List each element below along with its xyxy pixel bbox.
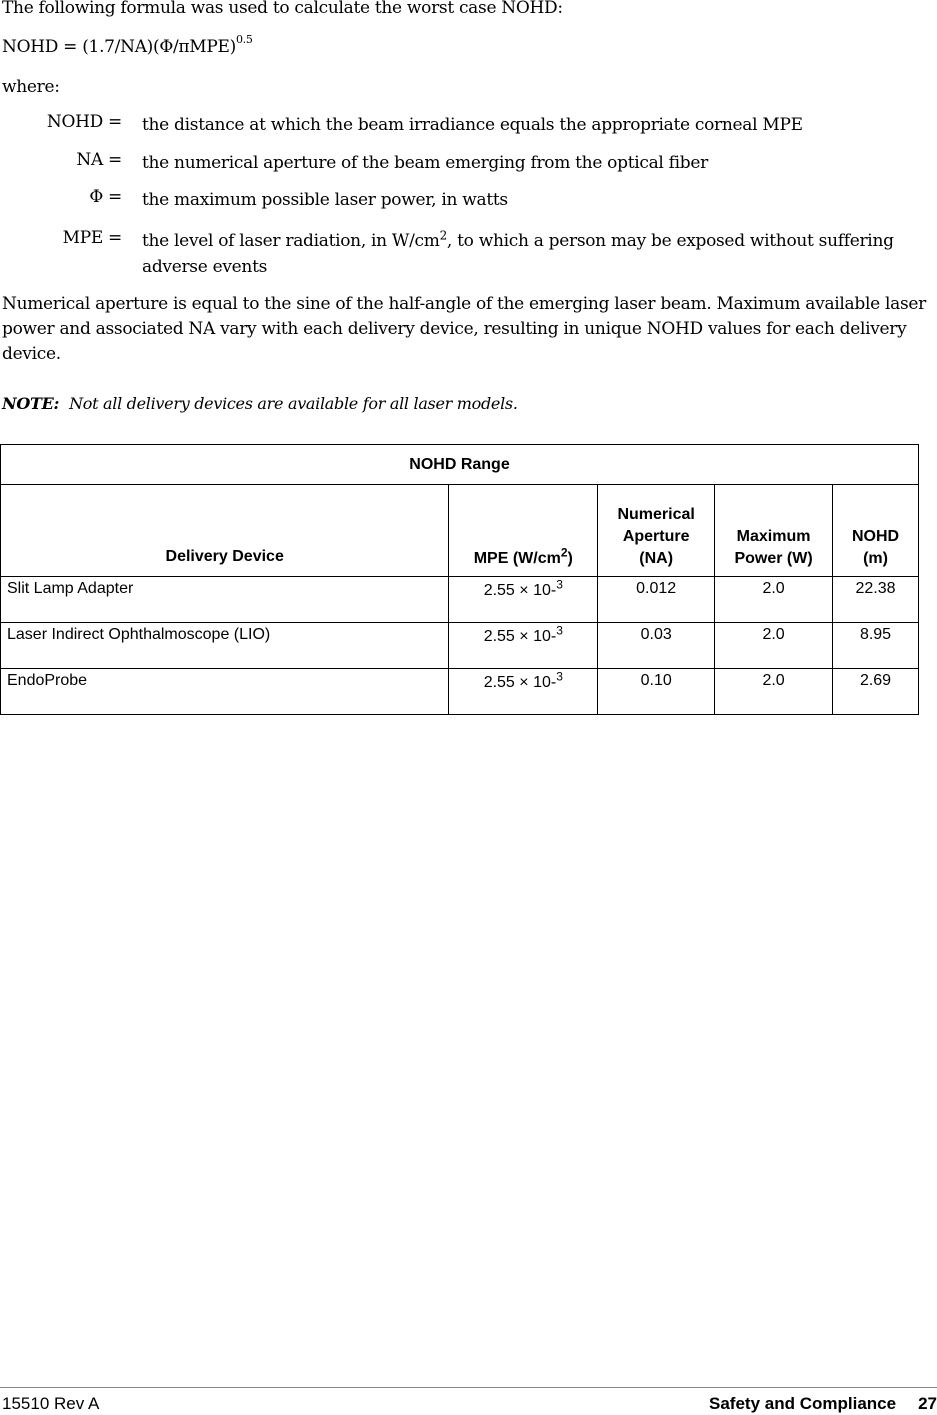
note-text: Not all delivery devices are available for all laser models. <box>69 394 518 413</box>
header-line: Power (W) <box>734 550 813 567</box>
definition-term: NOHD = <box>46 112 122 132</box>
cell-device: EndoProbe <box>1 669 449 715</box>
intro-text: The following formula was used to calculate the worst case NOHD: <box>2 0 563 18</box>
cell-na: 0.03 <box>598 623 715 669</box>
definition-text: the distance at which the beam irradiance equals the appropriate corneal MPE <box>142 115 803 135</box>
header-delivery-device: Delivery Device <box>1 485 449 577</box>
definition-term: NA = <box>76 150 122 170</box>
table-row <box>1 623 919 669</box>
cell-na: 0.012 <box>598 577 715 623</box>
cell-mpe-base: 2.55 × 10- <box>483 582 557 599</box>
definition-text: the maximum possible laser power, in watts <box>142 190 508 210</box>
cell-mpe <box>449 577 598 623</box>
header-numerical-aperture <box>598 485 715 577</box>
header-mpe-close: ) <box>567 550 573 567</box>
cell-nohd: 8.95 <box>833 623 919 669</box>
cell-na: 0.10 <box>598 669 715 715</box>
definition-term: MPE = <box>62 228 122 248</box>
header-line: (m) <box>863 550 888 567</box>
table-row <box>1 577 919 623</box>
cell-mpe-base: 2.55 × 10- <box>483 674 557 691</box>
header-line: Aperture <box>622 528 690 545</box>
header-mpe <box>449 485 598 577</box>
cell-power: 2.0 <box>715 669 833 715</box>
cell-mpe <box>449 623 598 669</box>
header-maximum-power <box>715 485 833 577</box>
nohd-formula <box>2 33 253 57</box>
definition-text: the numerical aperture of the beam emerging from the optical fiber <box>142 153 708 173</box>
header-line: Maximum <box>736 528 811 545</box>
header-line: (NA) <box>639 550 674 567</box>
note-label: NOTE: <box>2 394 60 413</box>
formula-main: NOHD = (1.7/NA)(Φ/πMPE) <box>2 37 236 57</box>
cell-nohd: 2.69 <box>833 669 919 715</box>
cell-power: 2.0 <box>715 577 833 623</box>
cell-device: Laser Indirect Ophthalmoscope (LIO) <box>1 623 449 669</box>
formula-exponent: 0.5 <box>235 33 253 47</box>
definition-term: Φ = <box>89 187 122 207</box>
definition-text <box>142 228 912 280</box>
cell-nohd: 22.38 <box>833 577 919 623</box>
cell-mpe-exp: 3 <box>556 577 563 592</box>
note <box>2 394 518 413</box>
header-line: NOHD <box>851 528 900 545</box>
header-mpe-sup: 2 <box>560 545 568 560</box>
footer-section <box>709 1394 937 1414</box>
header-line: Numerical <box>617 506 695 523</box>
header-nohd <box>833 485 919 577</box>
cell-device: Slit Lamp Adapter <box>1 577 449 623</box>
footer-doc-id: 15510 Rev A <box>2 1394 100 1413</box>
definition-text-sup: 2 <box>439 228 447 243</box>
cell-power: 2.0 <box>715 623 833 669</box>
nohd-range-table <box>0 444 919 715</box>
cell-mpe-exp: 3 <box>556 623 563 638</box>
cell-mpe <box>449 669 598 715</box>
definition-text-part: , to which a person may be exposed without suffering adverse events <box>142 231 894 277</box>
footer-section-title: Safety and Compliance <box>709 1394 897 1413</box>
page-number: 27 <box>918 1394 937 1413</box>
where-label: where: <box>2 77 60 97</box>
table-row <box>1 669 919 715</box>
footer-divider <box>0 1387 937 1388</box>
table-title: NOHD Range <box>1 445 919 485</box>
definition-text-part: the level of laser radiation, in W/cm <box>142 231 440 251</box>
cell-mpe-exp: 3 <box>556 669 563 684</box>
header-mpe-text: MPE (W/cm <box>473 550 561 567</box>
cell-mpe-base: 2.55 × 10- <box>483 628 557 645</box>
numerical-aperture-paragraph: Numerical aperture is equal to the sine of the half-angle of the emerging laser beam. Maximum available laser power and associated NA vary with each delivery device, resulting in unique NOHD values for each delivery device. <box>2 294 926 364</box>
